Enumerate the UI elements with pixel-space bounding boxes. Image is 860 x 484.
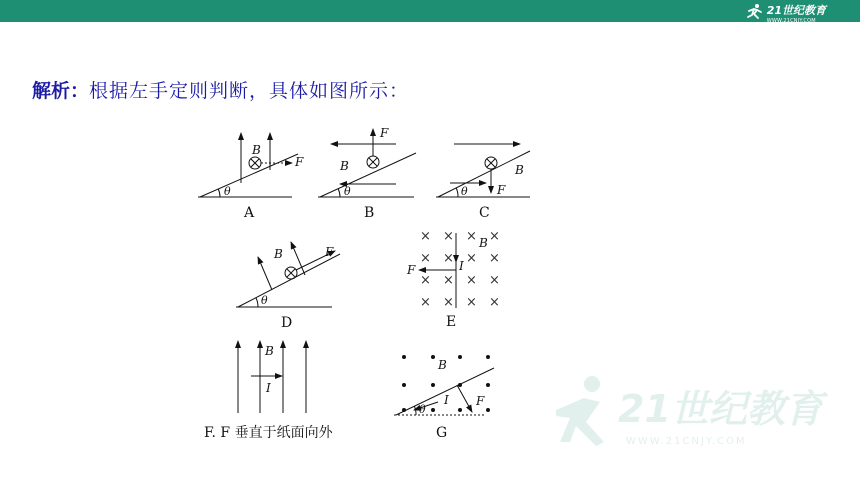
svg-text:×: × <box>489 295 500 310</box>
solution-text: 根据左手定则判断，具体如图所示： <box>89 80 410 102</box>
figure-c <box>436 144 530 221</box>
figure-g <box>394 355 494 441</box>
svg-text:×: × <box>489 229 500 244</box>
svg-text:×: × <box>443 251 454 266</box>
figure-b <box>318 126 416 221</box>
figure-c-f-label: F <box>497 183 506 197</box>
figure-d-caption: D <box>281 315 293 331</box>
svg-text:×: × <box>466 295 477 310</box>
figure-b-f-label: F <box>380 126 389 140</box>
figure-e-f-label: F <box>407 263 416 277</box>
watermark-runner-icon <box>584 376 600 392</box>
figure-b-theta: θ <box>344 185 351 198</box>
svg-text:×: × <box>466 229 477 244</box>
watermark-url: WWW.21CNJY.COM <box>626 436 747 447</box>
figure-a-theta: θ <box>224 185 231 198</box>
watermark <box>548 372 838 452</box>
figure-e-b-label: B <box>479 236 488 250</box>
figure-e-caption: E <box>446 314 457 330</box>
figure-f-b-label: B <box>265 344 274 358</box>
figure-b-b-label: B <box>340 159 349 173</box>
figure-g-b-label: B <box>438 358 447 372</box>
figure-d-theta: θ <box>261 294 268 307</box>
svg-text:×: × <box>443 229 454 244</box>
figure-g-f-label: F <box>476 394 485 408</box>
brand-name: 21世纪教育 <box>766 3 826 17</box>
brand-url: WWW.21CNJY.COM <box>766 17 816 24</box>
figure-d <box>236 242 340 331</box>
svg-text:×: × <box>443 273 454 288</box>
svg-text:×: × <box>443 295 454 310</box>
svg-text:×: × <box>420 251 431 266</box>
solution-label: 解析： <box>32 80 90 102</box>
figure-a-f-label: F <box>295 155 304 169</box>
figure-e <box>406 229 500 330</box>
figure-a-b-label: B <box>252 143 261 157</box>
figure-b-caption: B <box>364 205 375 221</box>
figure-c-b-label: B <box>515 163 524 177</box>
svg-text:×: × <box>420 273 431 288</box>
figure-e-i-label: I <box>459 259 464 273</box>
figure-g-i-label: I <box>444 393 449 407</box>
svg-text:×: × <box>420 229 431 244</box>
figure-a-caption: A <box>244 205 255 221</box>
figure-d-f-label: F <box>325 245 334 259</box>
svg-text:×: × <box>466 251 477 266</box>
figure-c-theta: θ <box>461 185 468 198</box>
figure-f-caption: F. F 垂直于纸面向外 <box>204 425 333 441</box>
figure-d-b-label: B <box>274 247 283 261</box>
figure-g-theta: θ <box>419 403 426 416</box>
figure-a <box>198 133 304 221</box>
figure-f-i-label: I <box>266 381 271 395</box>
svg-text:×: × <box>489 251 500 266</box>
figure-c-caption: C <box>479 205 490 221</box>
watermark-text: 21世纪教育 <box>618 387 823 431</box>
figure-g-caption: G <box>436 425 448 441</box>
svg-text:×: × <box>466 273 477 288</box>
svg-text:×: × <box>420 295 431 310</box>
svg-text:×: × <box>489 273 500 288</box>
figure-f <box>204 341 334 441</box>
